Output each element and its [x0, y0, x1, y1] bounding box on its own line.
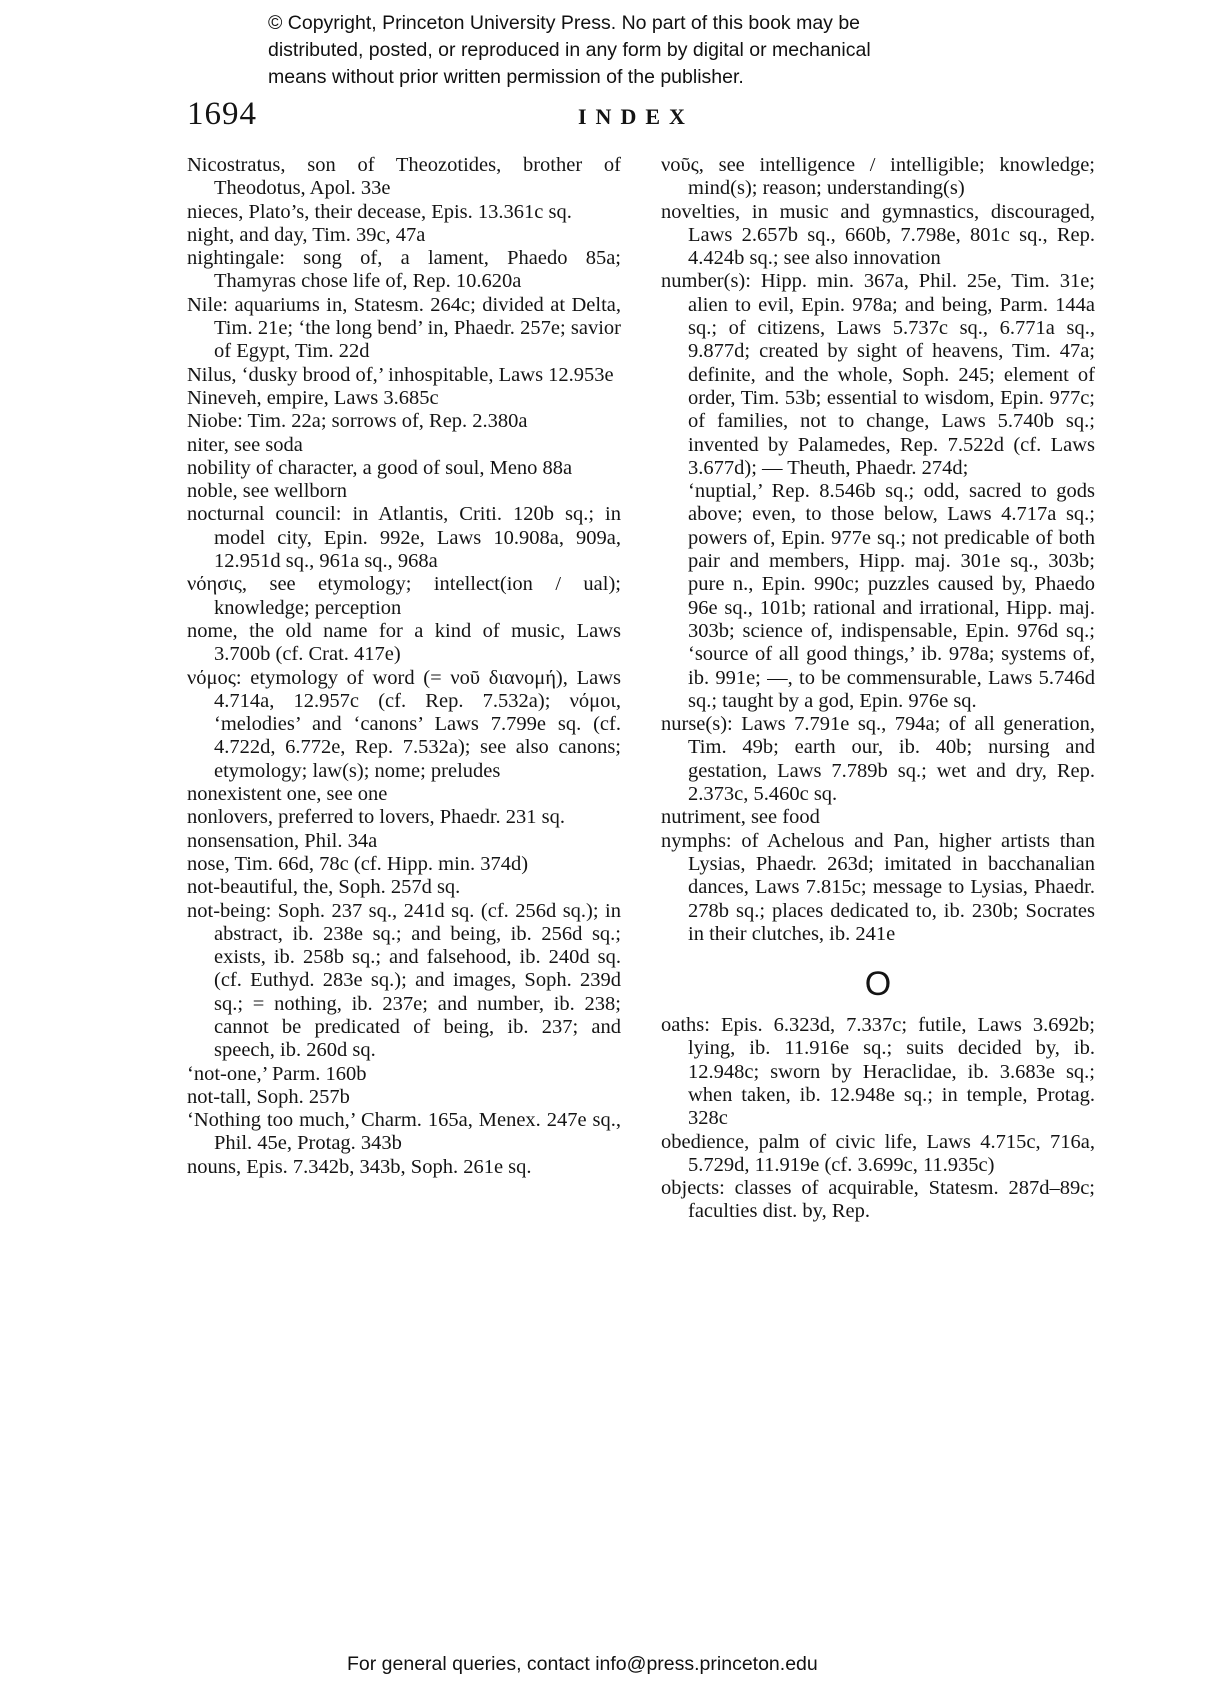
index-entry: ‘Nothing too much,’ Charm. 165a, Menex. 247e sq., Phil. 45e, Protag. 343b — [187, 1109, 621, 1155]
index-entry: nonsensation, Phil. 34a — [187, 829, 378, 852]
index-entry: ‘not-one,’ Parm. 160b — [187, 1062, 367, 1085]
index-entry: nonexistent one, see one — [187, 783, 388, 806]
index-entry: nocturnal council: in Atlantis, Criti. 120b sq.; in model city, Epin. 992e, Laws 10.908a, 909a, 12.951d sq., 961a sq., 968a — [187, 503, 621, 573]
index-entry: nieces, Plato’s, their decease, Epis. 13.361c sq. — [187, 200, 572, 223]
page-number: 1694 — [187, 96, 257, 132]
index-entry: νόησις, see etymology; intellect(ion / ual); knowledge; perception — [187, 573, 621, 619]
index-entry: objects: classes of acquirable, Statesm. 287d–89c; faculties dist. by, Rep. — [661, 1177, 1095, 1223]
index-column-left — [187, 154, 621, 1179]
index-entry-continuation: ‘nuptial,’ Rep. 8.546b sq.; odd, sacred to gods above; even, to those below, Laws 4.717a sq.; powers of, Epin. 977e sq.; not predicable of both pair and members, Hipp. maj. 301e sq., 303b; pure n., Epin. 990c; puzzles caused by, Phaedo 96e sq., 101b; rational and irrational, Hipp. maj. 303b; science of, indispensable, Epin. 976d sq.; ‘source of all good things,’ ib. 978a; systems of, ib. 991e; —, to be commensurable, Laws 5.746d sq.; taught by a god, Epin. 976e sq. — [688, 480, 1095, 712]
index-entry: oaths: Epis. 6.323d, 7.337c; futile, Laws 3.692b; lying, ib. 11.916e sq.; suits decided by, ib. 12.948c; sworn by Heraclidae, ib. 3.683e sq.; when taken, ib. 12.948e sq.; in temple, Protag. 328c — [661, 1014, 1095, 1130]
section-letter-heading: O — [864, 965, 892, 1004]
index-entry: nobility of character, a good of soul, Meno 88a — [187, 456, 573, 479]
index-entry: nutriment, see food — [661, 806, 820, 829]
copyright-line: © Copyright, Princeton University Press. No part of this book may be — [268, 12, 861, 34]
index-entry: night, and day, Tim. 39c, 47a — [187, 223, 426, 246]
index-entry: Nile: aquariums in, Statesm. 264c; divided at Delta, Tim. 21e; ‘the long bend’ in, Phaedr. 257e; savior of Egypt, Tim. 22d — [187, 293, 621, 363]
index-entry: Niobe: Tim. 22a; sorrows of, Rep. 2.380a — [187, 410, 528, 433]
footer-contact: For general queries, contact info@press.princeton.edu — [347, 1653, 818, 1675]
copyright-line: means without prior written permission of the publisher. — [268, 66, 744, 88]
index-entry: obedience, palm of civic life, Laws 4.715c, 716a, 5.729d, 11.919e (cf. 3.699c, 11.935c) — [661, 1130, 1095, 1176]
index-entry: νοῦς, see intelligence / intelligible; knowledge; mind(s); reason; understanding(s) — [661, 154, 1095, 200]
index-entry: nurse(s): Laws 7.791e sq., 794a; of all generation, Tim. 49b; earth our, ib. 40b; nursing and gestation, Laws 7.789b sq.; wet and dry, Rep. 2.373c, 5.460c sq. — [661, 713, 1095, 806]
running-head: INDEX — [578, 104, 694, 129]
index-entry: nose, Tim. 66d, 78c (cf. Hipp. min. 374d) — [187, 852, 529, 875]
index-entry: noble, see wellborn — [187, 480, 347, 503]
index-entry: not-being: Soph. 237 sq., 241d sq. (cf. 256d sq.); in abstract, ib. 238e sq.; and being, ib. 256d sq.; exists, ib. 258b sq.; and falsehood, ib. 240d sq. (cf. Euthyd. 283e sq.); and images, Soph. 239d sq.; = nothing, ib. 237e; and number, ib. 238; cannot be predicated of being, ib. 237; and speech, ib. 260d sq. — [187, 899, 621, 1062]
copyright-notice — [268, 10, 1028, 91]
index-entry: Nineveh, empire, Laws 3.685c — [187, 386, 439, 409]
index-entry: nome, the old name for a kind of music, Laws 3.700b (cf. Crat. 417e) — [187, 619, 621, 666]
index-entry: nymphs: of Achelous and Pan, higher artists than Lysias, Phaedr. 263d; imitated in bacchanalian dances, Laws 7.815c; message to Lysias, Phaedr. 278b sq.; places dedicated to, ib. 230b; Socrates in their clutches, ib. 241e — [661, 829, 1095, 945]
index-entry: nouns, Epis. 7.342b, 343b, Soph. 261e sq. — [187, 1155, 532, 1178]
index-entry: nightingale: song of, a lament, Phaedo 85a; Thamyras chose life of, Rep. 10.620a — [187, 247, 621, 293]
index-entry: nonlovers, preferred to lovers, Phaedr. 231 sq. — [187, 806, 566, 829]
index-entry: not-beautiful, the, Soph. 257d sq. — [187, 876, 461, 899]
index-entry: novelties, in music and gymnastics, discouraged, Laws 2.657b sq., 660b, 7.798e, 801c sq., Rep. 4.424b sq.; see also innovation — [661, 200, 1095, 270]
index-entry: number(s): Hipp. min. 367a, Phil. 25e, Tim. 31e; alien to evil, Epin. 978a; and being, Parm. 144a sq.; of citizens, Laws 5.737c sq., 6.771a sq., 9.877d; created by sight of heavens, Tim. 47a; definite, and the whole, Soph. 245; element of order, Tim. 53b; essential to wisdom, Epin. 977c; of families, not to change, Laws 5.740b sq.; invented by Palamedes, Rep. 7.522d (cf. Laws 3.677d); — Theuth, Phaedr. 274d; — [661, 270, 1095, 479]
index-entry: not-tall, Soph. 257b — [187, 1085, 350, 1108]
index-column-right — [661, 154, 1095, 1224]
copyright-line: distributed, posted, or reproduced in any form by digital or mechanical — [268, 39, 871, 61]
index-entry: νόμος: etymology of word (= νοῦ διανομή), Laws 4.714a, 12.957c (cf. Rep. 7.532a); νόμοι, ‘melodies’ and ‘canons’ Laws 7.799e sq. (cf. 4.722d, 6.772e, Rep. 7.532a); see also canons; etymology; law(s); nome; preludes — [187, 666, 621, 782]
index-entry: Nicostratus, son of Theozotides, brother of Theodotus, Apol. 33e — [187, 154, 621, 200]
index-entry: Nilus, ‘dusky brood of,’ inhospitable, Laws 12.953e — [187, 363, 614, 386]
index-entry: niter, see soda — [187, 433, 303, 456]
